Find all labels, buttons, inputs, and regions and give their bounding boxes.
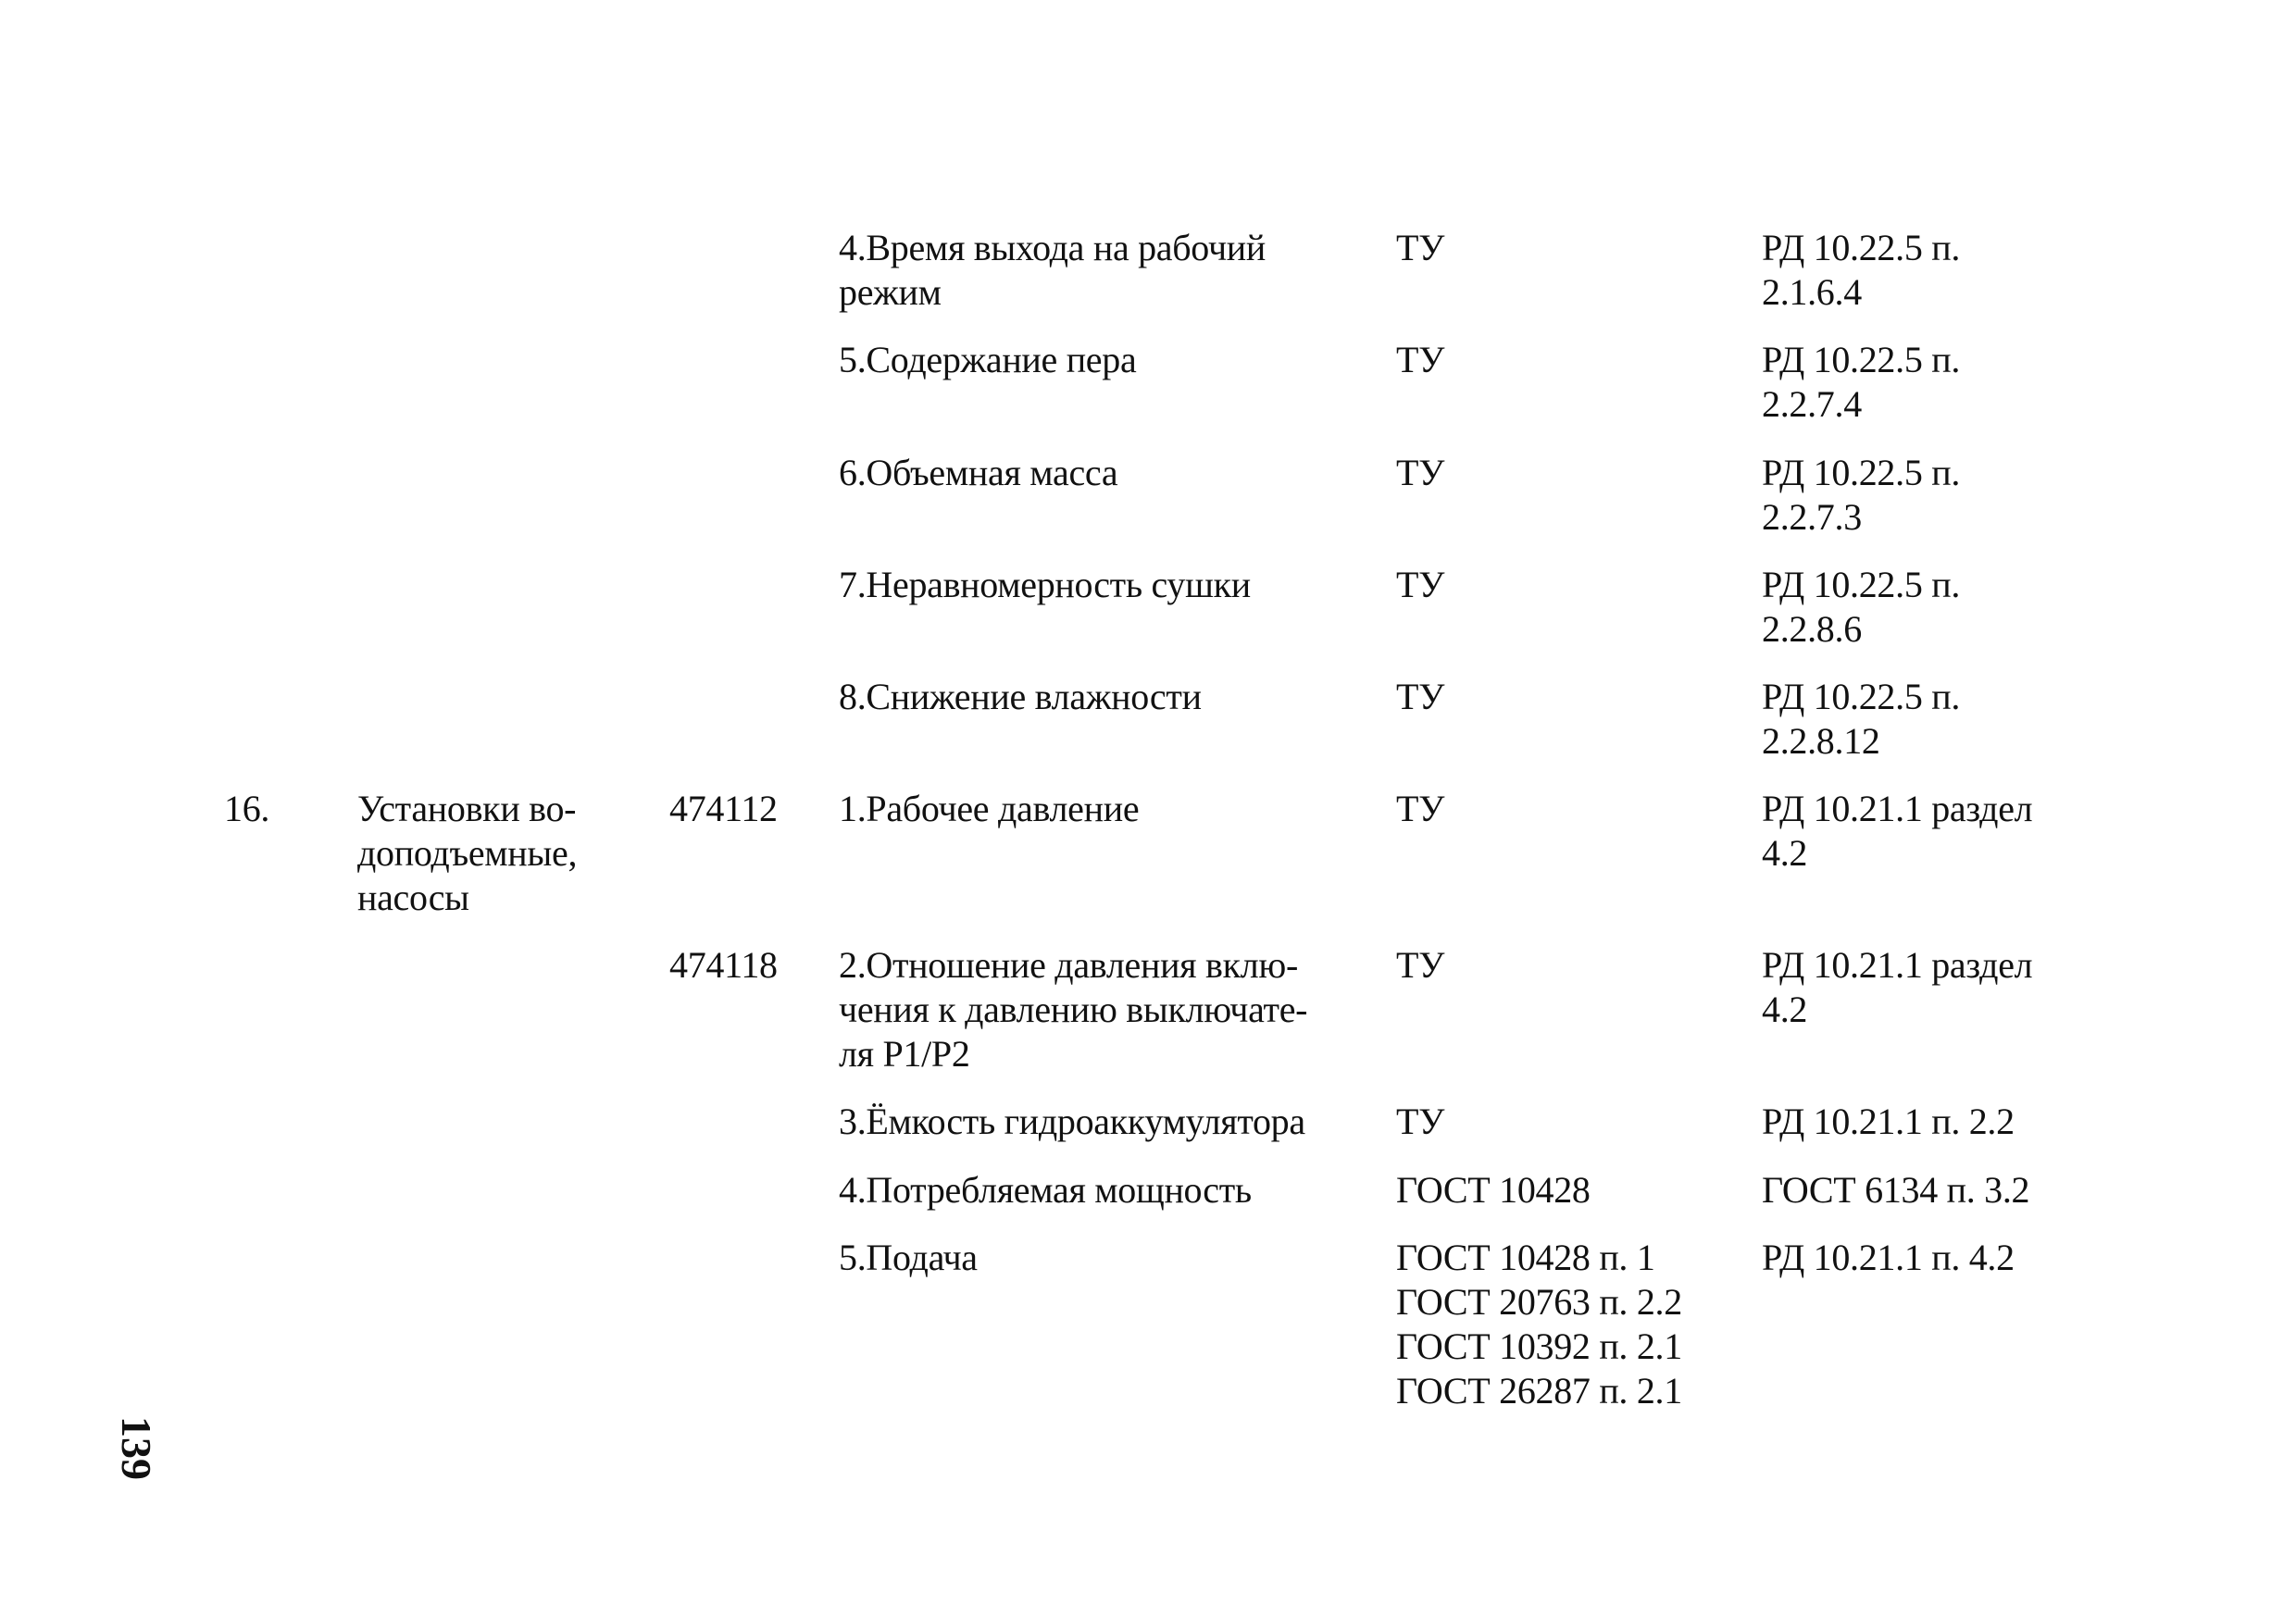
item-number-cell: 16. bbox=[224, 788, 270, 829]
method-cell: РД 10.22.5 п. 2.2.7.4 bbox=[1762, 339, 1961, 425]
norm-cell: ТУ bbox=[1396, 452, 1445, 493]
parameter-cell: 6.Объемная масса bbox=[839, 452, 1118, 493]
parameter-cell: 2.Отношение давления вклю- чения к давлению выключате- ля Р1/Р2 bbox=[839, 944, 1308, 1075]
norm-cell: ТУ bbox=[1396, 676, 1445, 717]
norm-cell: ТУ bbox=[1396, 944, 1445, 986]
method-cell: РД 10.21.1 раздел 4.2 bbox=[1762, 788, 2033, 874]
method-cell: РД 10.21.1 раздел 4.2 bbox=[1762, 944, 2033, 1030]
parameter-cell: 4.Потребляемая мощность bbox=[839, 1169, 1252, 1211]
method-cell: РД 10.21.1 п. 2.2 bbox=[1762, 1101, 2015, 1142]
norm-cell: ГОСТ 10428 bbox=[1396, 1169, 1591, 1211]
method-cell: ГОСТ 6134 п. 3.2 bbox=[1762, 1169, 2030, 1211]
code-cell: 474112 bbox=[669, 788, 778, 829]
norm-cell: ТУ bbox=[1396, 788, 1445, 829]
page-number: 139 bbox=[113, 1416, 160, 1480]
parameter-cell: 7.Неравномерность сушки bbox=[839, 564, 1251, 605]
norm-cell: ТУ bbox=[1396, 339, 1445, 380]
norm-cell: ТУ bbox=[1396, 564, 1445, 605]
method-cell: РД 10.22.5 п. 2.1.6.4 bbox=[1762, 227, 1961, 313]
code-cell: 474118 bbox=[669, 944, 778, 986]
method-cell: РД 10.22.5 п. 2.2.8.12 bbox=[1762, 676, 1961, 762]
norm-cell: ТУ bbox=[1396, 1101, 1445, 1142]
method-cell: РД 10.22.5 п. 2.2.8.6 bbox=[1762, 564, 1961, 650]
parameter-cell: 8.Снижение влажности bbox=[839, 676, 1202, 717]
parameter-cell: 5.Содержание пера bbox=[839, 339, 1137, 380]
norm-cell: ТУ bbox=[1396, 227, 1445, 268]
parameter-cell: 3.Ёмкость гидроаккумулятора bbox=[839, 1101, 1305, 1142]
item-name-cell: Установки во- доподъемные, насосы bbox=[357, 788, 578, 918]
parameter-cell: 5.Подача bbox=[839, 1237, 978, 1278]
parameter-cell: 1.Рабочее давление bbox=[839, 788, 1140, 829]
parameter-cell: 4.Время выхода на рабочий режим bbox=[839, 227, 1266, 313]
method-cell: РД 10.21.1 п. 4.2 bbox=[1762, 1237, 2015, 1278]
method-cell: РД 10.22.5 п. 2.2.7.3 bbox=[1762, 452, 1961, 538]
norm-cell: ГОСТ 10428 п. 1 ГОСТ 20763 п. 2.2 ГОСТ 10392 п. 2.1 ГОСТ 26287 п. 2.1 bbox=[1396, 1237, 1682, 1412]
